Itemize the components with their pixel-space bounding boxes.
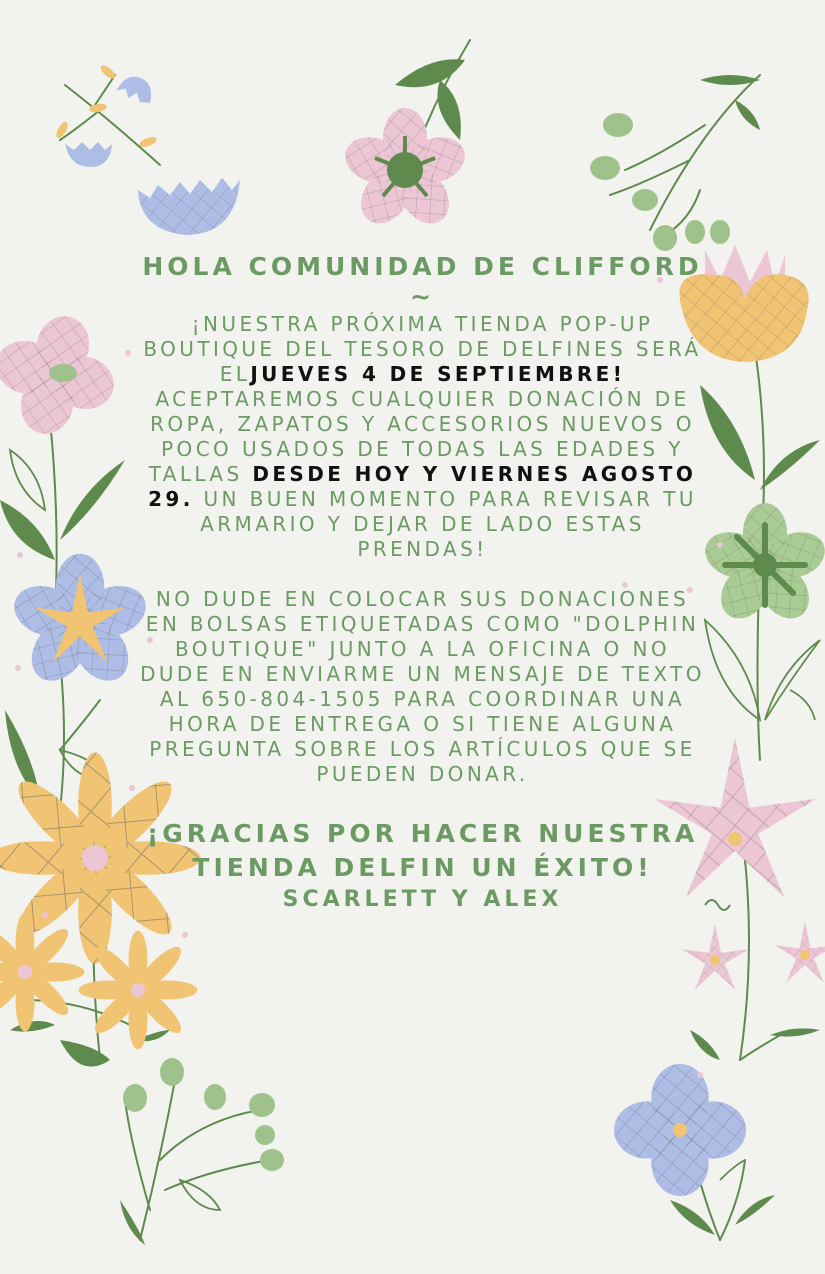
announcement-intro: ¡NUESTRA PRÓXIMA TIENDA POP-UP BOUTIQUE DEL TESORO DE DELFINES SERÁ EL (143, 312, 702, 386)
flyer-text (140, 252, 705, 915)
instructions-paragraph: NO DUDE EN COLOCAR SUS DONACIONES EN BOLSAS ETIQUETADAS COMO "DOLPHIN BOUTIQUE" JUNTO A LA OFICINA O NO DUDE EN ENVIARME UN MENSAJE DE TEXTO AL 650-804-1505 PARA COORDINAR UNA HORA DE ENTREGA O SI TIENE ALGUNA PREGUNTA SOBRE LOS ARTÍCULOS QUE SE PUEDEN DONAR. (140, 587, 705, 786)
announcement-paragraph (140, 312, 705, 562)
leaf-icon (395, 59, 465, 87)
event-date: JUEVES 4 DE SEPTIEMBRE! (250, 362, 626, 386)
signature: SCARLETT Y ALEX (282, 887, 563, 912)
blue-flower-icon (138, 178, 240, 235)
donation-details: ACEPTAREMOS CUALQUIER DONACIÓN DE ROPA, ZAPATOS Y ACCESORIOS NUEVOS O POCO USADOS DE TODAS LAS EDADES Y TALLAS (148, 387, 695, 486)
thanks-message: ¡GRACIAS POR HACER NUESTRA TIENDA DELFIN UN ÉXITO! (146, 819, 699, 882)
green-flower-icon (699, 503, 825, 628)
greeting-heading: HOLA COMUNIDAD DE CLIFFORD ~ (142, 252, 703, 311)
donation-deadline: DESDE HOY Y VIERNES AGOSTO 29. (148, 462, 697, 511)
closet-note: UN BUEN MOMENTO PARA REVISAR TU ARMARIO Y DEJAR DE LADO ESTAS PRENDAS! (193, 487, 697, 561)
